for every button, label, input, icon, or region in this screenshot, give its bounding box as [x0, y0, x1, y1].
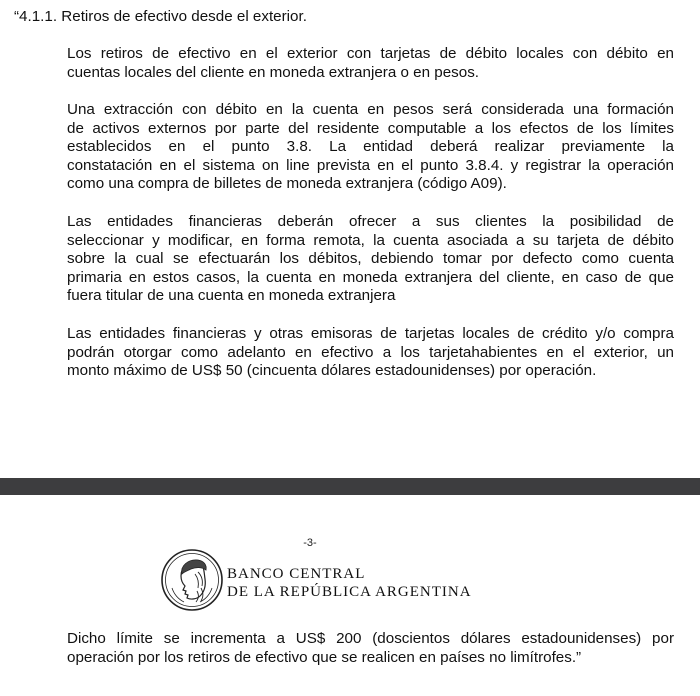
text-line: constatación en el sistema on line prevista en el punto 3.8.4. y registrar la operación	[67, 156, 674, 174]
paragraph	[67, 325, 674, 381]
text-line: sobre la cual se efectuarán los débitos, debiendo tomar por defecto como cuenta	[67, 250, 674, 268]
text-line: primaria en estos casos, la cuenta en moneda extranjera del cliente, en caso de que	[67, 268, 674, 286]
text-line: operación por los retiros de efectivo que se realicen en países no limítrofes.”	[67, 648, 582, 666]
paragraph	[67, 101, 674, 194]
bcra-seal-icon	[160, 548, 224, 612]
text-line: Los retiros de efectivo en el exterior con tarjetas de débito locales con débito en	[67, 45, 674, 62]
bank-name-line2: DE LA REPÚBLICA ARGENTINA	[227, 584, 472, 600]
text-line: seleccionar y modificar, en forma remota, la cuenta asociada a su tarjeta de débito	[67, 231, 674, 249]
text-line: Una extracción con débito en la cuenta en pesos será considerada una formación	[67, 101, 674, 118]
page-separator	[0, 478, 700, 495]
bank-name	[227, 565, 472, 601]
text-line: cuentas locales del cliente en moneda extranjera o en pesos.	[67, 63, 480, 81]
section-heading: “4.1.1. Retiros de efectivo desde el exterior.	[14, 8, 307, 25]
text-line: establecidos en el punto 3.8. La entidad deberá realizar previamente la	[67, 138, 674, 156]
page-number: -3-	[303, 537, 317, 549]
bank-name-line1: BANCO CENTRAL	[227, 566, 366, 582]
text-line: como una compra de billetes de moneda extranjera (código A09).	[67, 175, 507, 193]
paragraph	[67, 630, 674, 667]
text-line: podrán otorgar como adelanto en efectivo a los tarjetahabientes en el exterior, un	[67, 343, 674, 361]
text-line: Dicho límite se incrementa a US$ 200 (doscientos dólares estadounidenses) por	[67, 630, 674, 647]
paragraph	[67, 45, 674, 82]
paragraph	[67, 213, 674, 306]
text-line: Las entidades financieras deberán ofrecer a sus clientes la posibilidad de	[67, 213, 674, 230]
text-line: de activos externos por parte del residente computable a los efectos de los límites	[67, 119, 674, 137]
text-line: Las entidades financieras y otras emisoras de tarjetas locales de crédito y/o compra	[67, 325, 674, 342]
text-line: monto máximo de US$ 50 (cincuenta dólares estadounidenses) por operación.	[67, 362, 597, 380]
text-line: fuera titular de una cuenta en moneda extranjera	[67, 287, 396, 305]
